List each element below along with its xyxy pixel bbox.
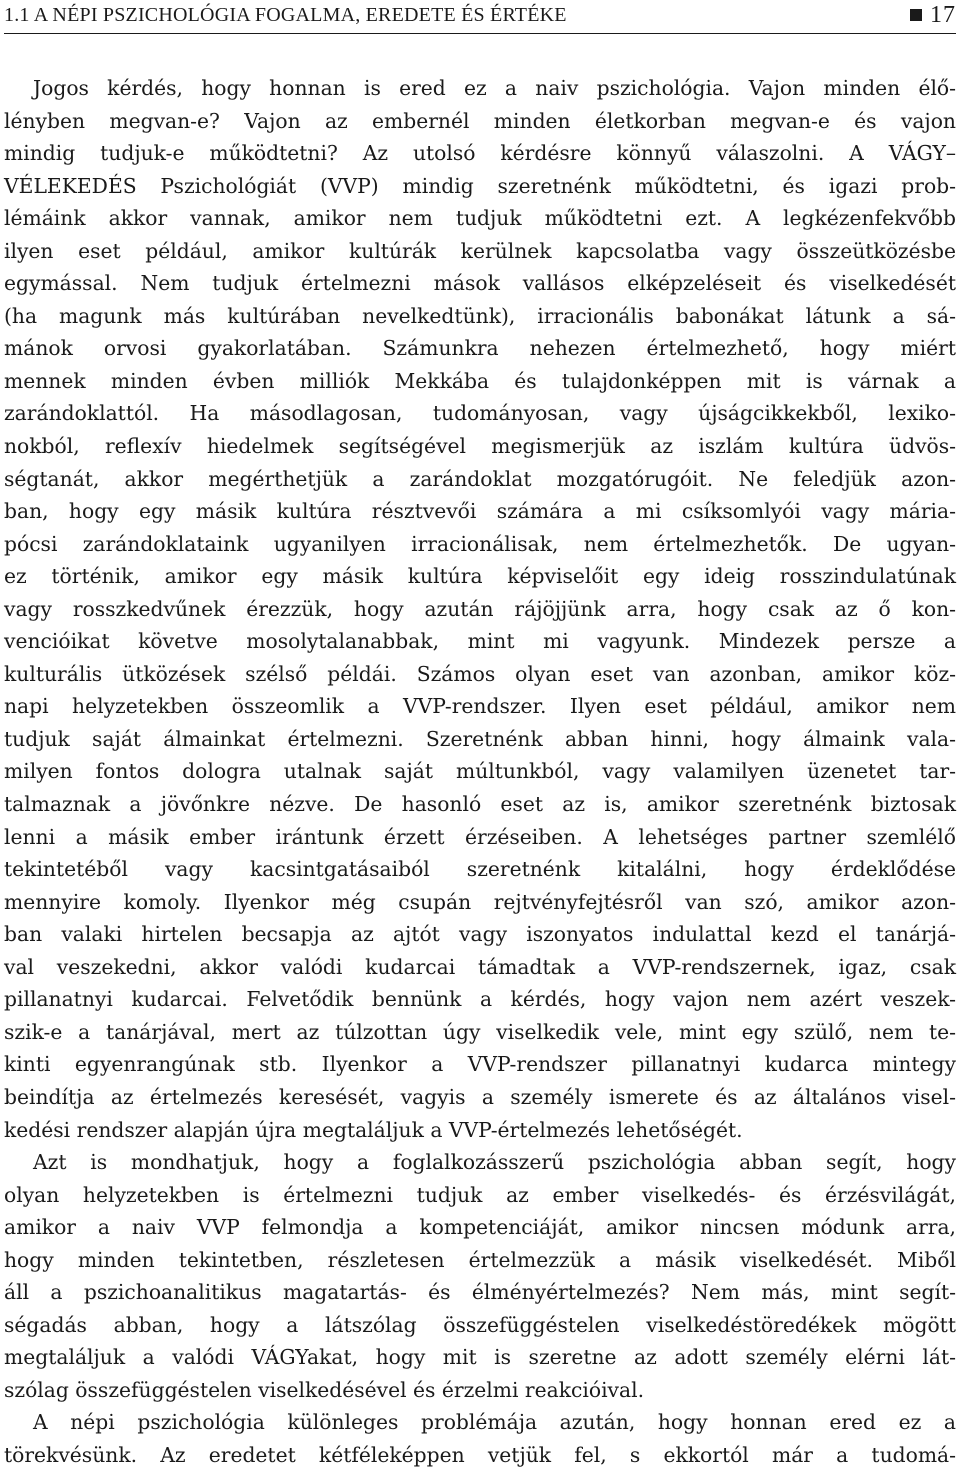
text-line: Jogos kérdés, hogy honnan is ered ez a naiv pszichológia. Vajon minden élő- (33, 76, 956, 100)
text-line: hogy minden tekintetben, részletesen értelmezzük a másik viselkedését. Miből (4, 1247, 956, 1272)
text-line: pócsi zarándoklataink ugyanilyen irracionálisak, nem értelmezhetők. De ugyan- (4, 531, 956, 556)
text-line: lémáink akkor vannak, amikor nem tudjuk működtetni ezt. A legkézenfekvőbb (4, 206, 956, 231)
chapter-title: 1.1 A NÉPI PSZICHOLÓGIA FOGALMA, EREDETE ÉS ÉRTÉKE (4, 4, 567, 26)
text-line: vagy rosszkedvűnek érezzük, hogy azután rájöjjünk arra, hogy csak az ő kon- (4, 596, 956, 621)
text-line: szólag összefüggéstelen viselkedésével és érzelmi reakcióival. (4, 1377, 645, 1402)
page-number: 17 (930, 2, 956, 28)
text-line: lényben megvan-e? Vajon az embernél minden életkorban megvan-e és vajon (4, 108, 956, 133)
text-line: mindig tudjuk-e működtetni? Az utolsó kérdésre könnyű válaszolni. A VÁGY– (4, 141, 956, 166)
text-line: ez történik, amikor egy másik kultúra képviselőit egy ideig rosszindulatúnak (4, 564, 956, 589)
square-bullet-icon (910, 9, 922, 21)
text-line: VÉLEKEDÉS Pszichológiát (VVP) mindig szeretnénk működtetni, és igazi prob- (4, 173, 956, 198)
body-text (4, 72, 956, 1472)
text-line: talmaznak a jövőnkre nézve. De hasonló eset az is, amikor szeretnénk biztosak (4, 792, 956, 817)
text-line: lenni a másik ember irántunk érzett érzéseiben. A lehetséges partner szemlélő (4, 824, 956, 849)
text-line: val veszekedni, akkor valódi kudarcai támadtak a VVP-rendszernek, igaz, csak (4, 954, 956, 979)
text-line: (ha magunk más kultúrában nevelkedtünk), irracionális babonákat látunk a sá- (4, 303, 956, 328)
text-line: amikor a naiv VVP felmondja a kompetenciáját, amikor nincsen módunk arra, (4, 1215, 956, 1240)
text-line: mennek minden évben milliók Mekkába és tulajdonképpen mit is várnak a (4, 368, 956, 393)
text-line: ban, hogy egy másik kultúra résztvevői számára a mi csíksomlyói vagy mária- (4, 499, 956, 524)
text-line: vencióikat követve mosolytalanabbak, mint mi vagyunk. Mindezek persze a (4, 629, 956, 654)
text-line: kulturális ütközések szélső példái. Számos olyan eset van azonban, amikor köz- (4, 661, 956, 686)
text-line: beindítja az értelmezés keresését, vagyis a személy ismerete és az általános visel- (4, 1084, 956, 1109)
text-line: mennyire komoly. Ilyenkor még csupán rejtvényfejtésről van szó, amikor azon- (4, 889, 956, 914)
text-line: zarándoklattól. Ha másodlagosan, tudományosan, vagy újságcikkekből, lexiko- (4, 401, 956, 426)
text-line: törekvésünk. Az eredetet kétféleképpen vetjük fel, s ekkortól már a tudomá- (4, 1442, 956, 1467)
text-line: tekintetéből vagy kacsintgatásaiból szeretnénk kitalálni, hogy érdeklődése (4, 857, 956, 882)
text-line: olyan helyzetekben is értelmezni tudjuk az ember viselkedés- és érzésvilágát, (4, 1182, 956, 1207)
text-line: ilyen eset például, amikor kultúrák kerülnek kapcsolatba vagy összeütközésbe (4, 238, 956, 263)
text-line: pillanatnyi kudarcai. Felvetődik bennünk a kérdés, hogy vajon nem azért veszek- (4, 987, 956, 1012)
text-line: napi helyzetekben összeomlik a VVP-rendszer. Ilyen eset például, amikor nem (4, 694, 956, 719)
page-number-group (910, 3, 956, 28)
text-line: tudjuk saját álmainkat értelmezni. Szeretnénk abban hinni, hogy álmaink vala- (4, 726, 956, 751)
text-line: nokból, reflexív hiedelmek segítségével megismerjük az iszlám kultúra üdvös- (4, 434, 956, 459)
text-line: megtaláljuk a valódi VÁGYakat, hogy mit is szeretne az adott személy elérni lát- (4, 1345, 956, 1370)
text-line: ségadás abban, hogy a látszólag összefüggéstelen viselkedéstöredékek mögött (4, 1312, 956, 1337)
text-line: kedési rendszer alapján újra megtaláljuk a VVP-értelmezés lehetőségét. (4, 1117, 743, 1142)
text-line: mánok orvosi gyakorlatában. Számunkra nehezen értelmezhető, hogy miért (4, 336, 956, 361)
text-line: ban valaki hirtelen becsapja az ajtót vagy iszonyatos indulattal kezd el tanárjá- (4, 922, 956, 947)
text-line: áll a pszichoanalitikus magatartás- és élményértelmezés? Nem más, mint segít- (4, 1280, 956, 1305)
text-line: szik-e a tanárjával, mert az túlzottan úgy viselkedik vele, mint egy szülő, nem te- (4, 1019, 956, 1044)
text-line: A népi pszichológia különleges problémája azután, hogy honnan ered ez a (33, 1410, 956, 1435)
text-line: Azt is mondhatjuk, hogy a foglalkozásszerű pszichológia abban segít, hogy (33, 1150, 956, 1175)
text-line: egymással. Nem tudjuk értelmezni mások vallásos elképzeléseit és viselkedését (4, 271, 956, 296)
text-line: ségtanát, akkor megérthetjük a zarándoklat mozgatórugóit. Ne feledjük azon- (4, 466, 956, 491)
text-line: kinti egyenrangúnak stb. Ilyenkor a VVP-rendszer pillanatnyi kudarca mintegy (4, 1052, 956, 1077)
running-head (4, 3, 956, 27)
header-rule (4, 33, 956, 34)
text-line: milyen fontos dologra utalnak saját múltunkból, vagy valamilyen üzenetet tar- (4, 759, 956, 784)
